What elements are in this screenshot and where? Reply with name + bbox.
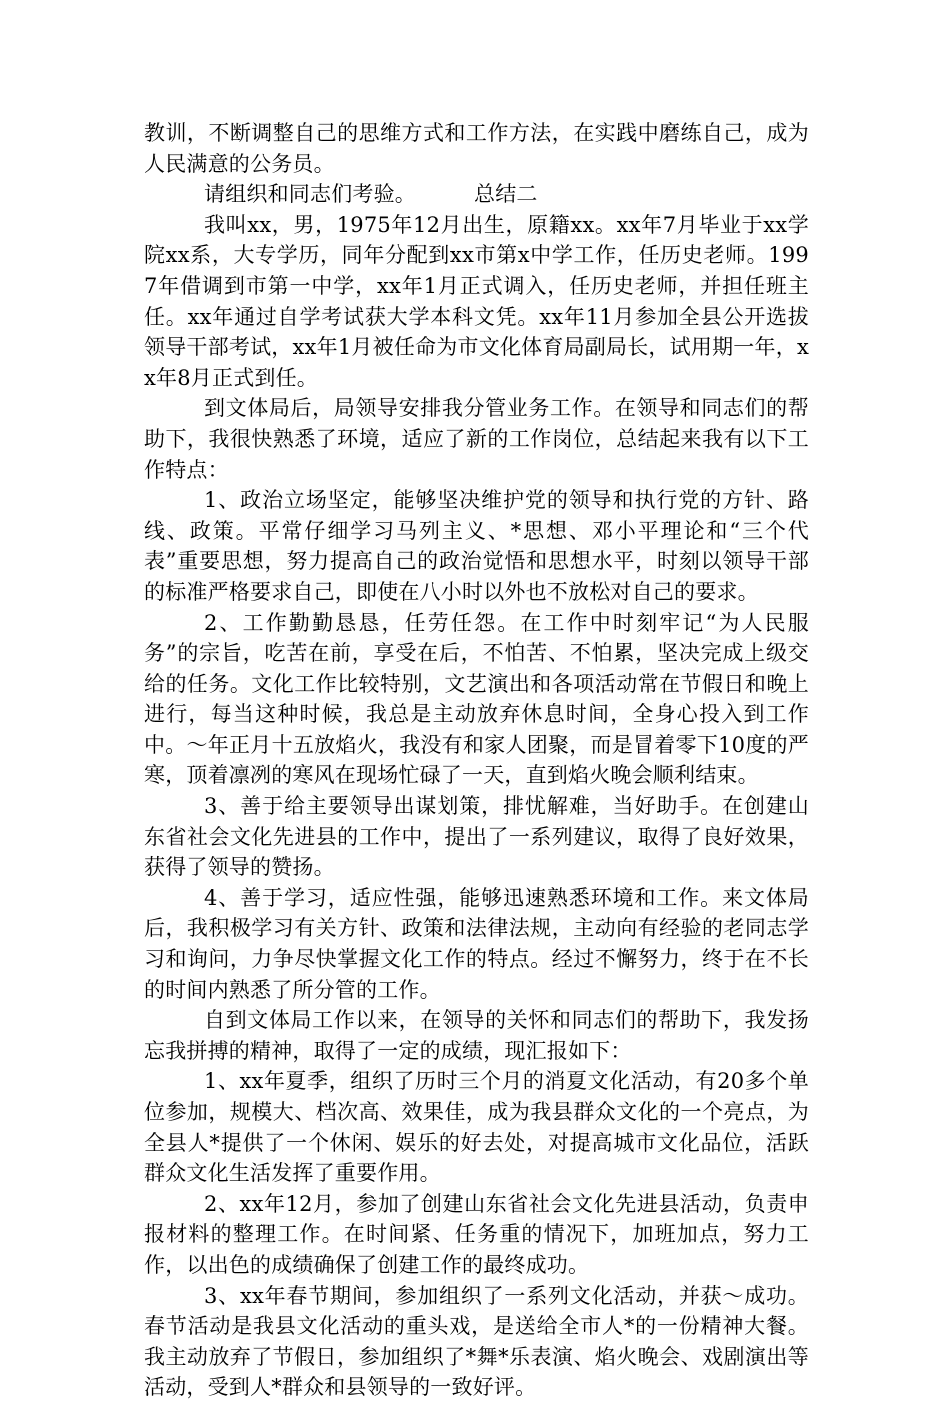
paragraph-trait-3: 3、善于给主要领导出谋划策，排忧解难，当好助手。在创建山东省社会文化先进县的工作中，提出了一系列建议，取得了良好效果，获得了领导的赞扬。 xyxy=(144,794,809,880)
paragraph-self-introduction: 我叫xx，男，1975年12月出生，原籍xx。xx年7月毕业于xx学院xx系，大专学历，同年分配到xx市第x中学工作，任历史老师。1997年借调到市第一中学，xx年1月正式调入，任历史老师，并担任班主任。xx年通过自学考试获大学本科文凭。xx年11月参加全县公开选拔领导干部考试，xx年1月被任命为市文化体育局副局长，试用期一年，xx年8月正式到任。 xyxy=(144,212,809,390)
paragraph-lessons: 教训，不断调整自己的思维方式和工作方法，在实践中磨练自己，成为人民满意的公务员。 xyxy=(144,121,809,176)
paragraph-trait-1: 1、政治立场坚定，能够坚决维护党的领导和执行党的方针、路线、政策。平常仔细学习马列主义、*思想、邓小平理论和“三个代表”重要思想，努力提高自己的政治觉悟和思想水平，时刻以领导干部的标准严格要求自己，即使在八小时以外也不放松对自己的要求。 xyxy=(144,488,809,604)
paragraph-work-overview: 到文体局后，局领导安排我分管业务工作。在领导和同志们的帮助下，我很快熟悉了环境，适应了新的工作岗位，总结起来我有以下工作特点： xyxy=(144,396,809,482)
section-title: 总结二 xyxy=(474,182,538,207)
closing-sentence: 请组织和同志们考验。 xyxy=(204,182,416,207)
paragraph-achievement-1: 1、xx年夏季，组织了历时三个月的消夏文化活动，有20多个单位参加，规模大、档次高、效果佳，成为我县群众文化的一个亮点，为全县人*提供了一个休闲、娱乐的好去处，对提高城市文化品位，活跃群众文化生活发挥了重要作用。 xyxy=(144,1069,809,1186)
paragraph-achievement-3: 3、xx年春节期间，参加组织了一系列文化活动，并获～成功。春节活动是我县文化活动的重头戏，是送给全市人*的一份精神大餐。我主动放弃了节假日，参加组织了*舞*乐表演、焰火晚会、戏剧演出等活动，受到人*群众和县领导的一致好评。 xyxy=(144,1283,809,1400)
paragraph-trait-4: 4、善于学习，适应性强，能够迅速熟悉环境和工作。来文体局后，我积极学习有关方针、政策和法律法规，主动向有经验的老同志学习和询问，力争尽快掌握文化工作的特点。经过不懈努力，终于在不长的时间内熟悉了所分管的工作。 xyxy=(144,885,809,1002)
document-body xyxy=(144,118,809,1403)
paragraph-closing xyxy=(144,179,809,210)
paragraph-achievements-intro: 自到文体局工作以来，在领导的关怀和同志们的帮助下，我发扬忘我拼搏的精神，取得了一定的成绩，现汇报如下： xyxy=(144,1008,809,1063)
paragraph-achievement-2: 2、xx年12月，参加了创建山东省社会文化先进县活动，负责申报材料的整理工作。在时间紧、任务重的情况下，加班加点，努力工作，以出色的成绩确保了创建工作的最终成功。 xyxy=(144,1191,809,1277)
paragraph-trait-2: 2、工作勤勤恳恳，任劳任怨。在工作中时刻牢记“为人民服务”的宗旨，吃苦在前，享受在后，不怕苦、不怕累，坚决完成上级交给的任务。文化工作比较特别，文艺演出和各项活动常在节假日和晚上进行，每当这种时候，我总是主动放弃休息时间，全身心投入到工作中。～年正月十五放焰火，我没有和家人团聚，而是冒着零下10度的严寒，顶着凛冽的寒风在现场忙碌了一天，直到焰火晚会顺利结束。 xyxy=(144,610,809,788)
